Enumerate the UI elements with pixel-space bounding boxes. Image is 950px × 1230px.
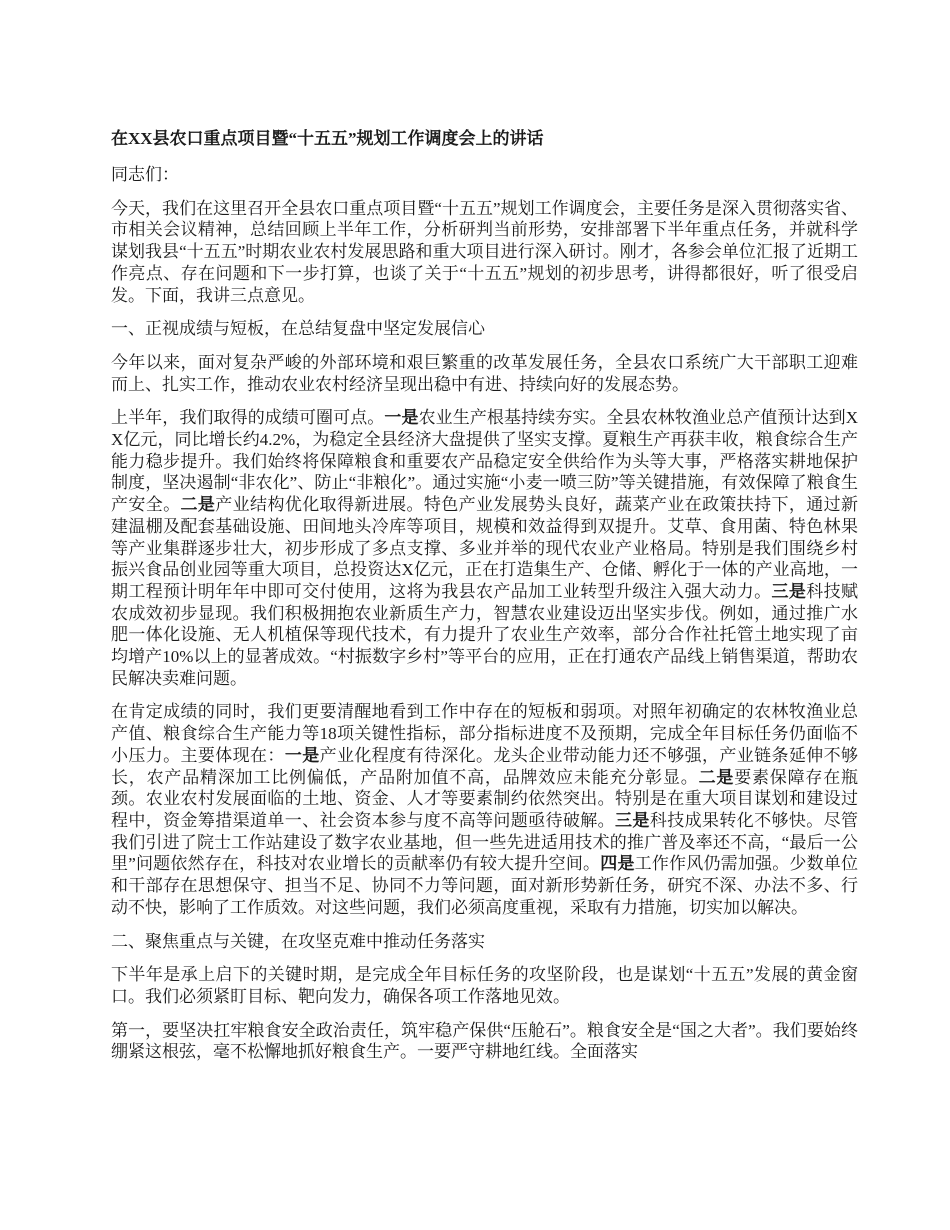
text-run: 产业化程度有待深化。龙头企业带动能力还不够强，产业链条延伸不够长，农产品精深加工比例偏低，产品附加值不高，品牌效应未能充分彰显。 [111, 745, 859, 787]
text-run: 第一，要坚决扛牢粮食安全政治责任，筑牢稳产保供“压舱石”。粮食安全是“国之大者”。我们要始终绷紧这根弦，毫不松懈地抓好粮食生产。一要严守耕地红线。全面落实 [111, 1020, 858, 1062]
text-run: 上半年，我们取得的成绩可圈可点。 [111, 408, 385, 428]
bold-text-run: 三是 [771, 581, 807, 601]
bold-text-run: 一是 [384, 408, 419, 428]
text-run: 产业结构优化取得新进展。特色产业发展势头良好，蔬菜产业在政策扶持下，通过新建温棚及配套基础设施、田间地头冷库等项目，规模和效益得到双提升。艾草、食用菌、特色林果等产业集群逐步壮大，初步形成了多点支撑、多业并举的现代农业产业格局。特别是我们围绕乡村振兴食品创业园等重大项目，总投资达X亿元，正在打造集生产、仓储、孵化于一体的产业高地，一期工程预计明年年中即可交付使用，这将为我县农产品加工业转型升级注入强大动力。 [111, 495, 859, 601]
text-run: 在肯定成绩的同时，我们更要清醒地看到工作中存在的短板和弱项。对照年初确定的农林牧渔业总产值、粮食综合生产能力等18项关键性指标，部分指标进度不及预期，完成全年目标任务仍面临不小压力。主要体现在： [111, 702, 858, 765]
text-run: 农业生产根基持续夯实。全县农林牧渔业总产值预计达到XX亿元，同比增长约4.2%，为稳定全县经济大盘提供了坚实支撑。夏粮生产再获丰收，粮食综合生产能力稳步提升。我们始终将保障粮食和重要农产品稳定安全供给作为头等大事，严格落实耕地保护制度，坚决遏制“非农化”、防止“非粮化”。通过实施“小麦一喷三防”等关键措施，有效保障了粮食生产安全。 [111, 408, 859, 515]
document-title: 在XX县农口重点项目暨“十五五”规划工作调度会上的讲话 [111, 129, 544, 148]
text-run: 一、正视成绩与短板，在总结复盘中坚定发展信心 [111, 319, 485, 339]
bold-text-run: 三是 [615, 810, 650, 830]
text-run: 今年以来，面对复杂严峻的外部环境和艰巨繁重的改革发展任务，全县农口系统广大干部职工迎难而上、扎实工作，推动农业农村经济呈现出稳中有进、持续向好的发展态势。 [111, 352, 858, 394]
salutation-line [111, 164, 858, 186]
paragraph [111, 198, 858, 307]
text-run: 今天，我们在这里召开全县农口重点项目暨“十五五”规划工作调度会，主要任务是深入贯彻落实省、市相关会议精神，总结回顾上半年工作，分析研判当前形势，安排部署下半年重点任务，并就科学谋划我县“十五五”时期农业农村发展思路和重大项目进行深入研讨。刚才，各参会单位汇报了近期工作亮点、存在问题和下一步打算，也谈了关于“十五五”规划的初步思考，讲得都很好，听了很受启发。下面，我讲三点意见。 [111, 198, 858, 305]
text-run: 科技赋农成效初步显现。我们积极拥抱农业新质生产力，智慧农业建设迈出坚实步伐。例如，通过推广水肥一体化设施、无人机植保等现代技术，有力提升了农业生产效率，部分合作社托管土地实现了亩均增产10%以上的显著成效。“村振数字乡村”等平台的应用，正在打通农产品线上销售渠道，帮助农民解决卖难问题。 [111, 581, 859, 688]
text-run: 二、聚焦重点与关键，在攻坚克难中推动任务落实 [111, 931, 485, 951]
paragraph [111, 1020, 858, 1063]
paragraph [111, 407, 858, 689]
text-run: 科技成果转化不够快。尽管我们引进了院士工作站建设了数字农业基地，但一些先进适用技术的推广普及率还不高，“最后一公里”问题依然存在，科技对农业增长的贡献率仍有较大提升空间。 [111, 810, 859, 874]
text-run: 要素保障存在瓶颈。农业农村发展面临的土地、资金、人才等要素制约依然突出。特别是在重大项目谋划和建设过程中，资金筹措渠道单一、社会资本参与度不高等问题亟待破解。 [111, 767, 859, 830]
text-run: 同志们： [111, 165, 179, 184]
text-run: 工作作风仍需加强。少数单位和干部存在思想保守、担当不足、协同不力等问题，面对新形势新任务，研究不深、办法不多、行动不快，影响了工作质效。对这些问题，我们必须高度重视，采取有力措施，切实加以解决。 [111, 854, 859, 917]
document-body [111, 164, 858, 1063]
bold-text-run: 二是 [180, 495, 216, 515]
text-run: 下半年是承上启下的关键时期，是完成全年目标任务的攻坚阶段，也是谋划“十五五”发展的黄金窗口。我们必须紧盯目标、靶向发力，确保各项工作落地见效。 [111, 965, 858, 1006]
section-heading [111, 318, 858, 340]
paragraph [111, 352, 858, 395]
bold-text-run: 四是 [600, 854, 635, 874]
bold-text-run: 一是 [284, 745, 320, 765]
paragraph [111, 964, 858, 1007]
bold-text-run: 二是 [698, 767, 735, 787]
paragraph [111, 701, 858, 918]
section-heading [111, 931, 858, 953]
